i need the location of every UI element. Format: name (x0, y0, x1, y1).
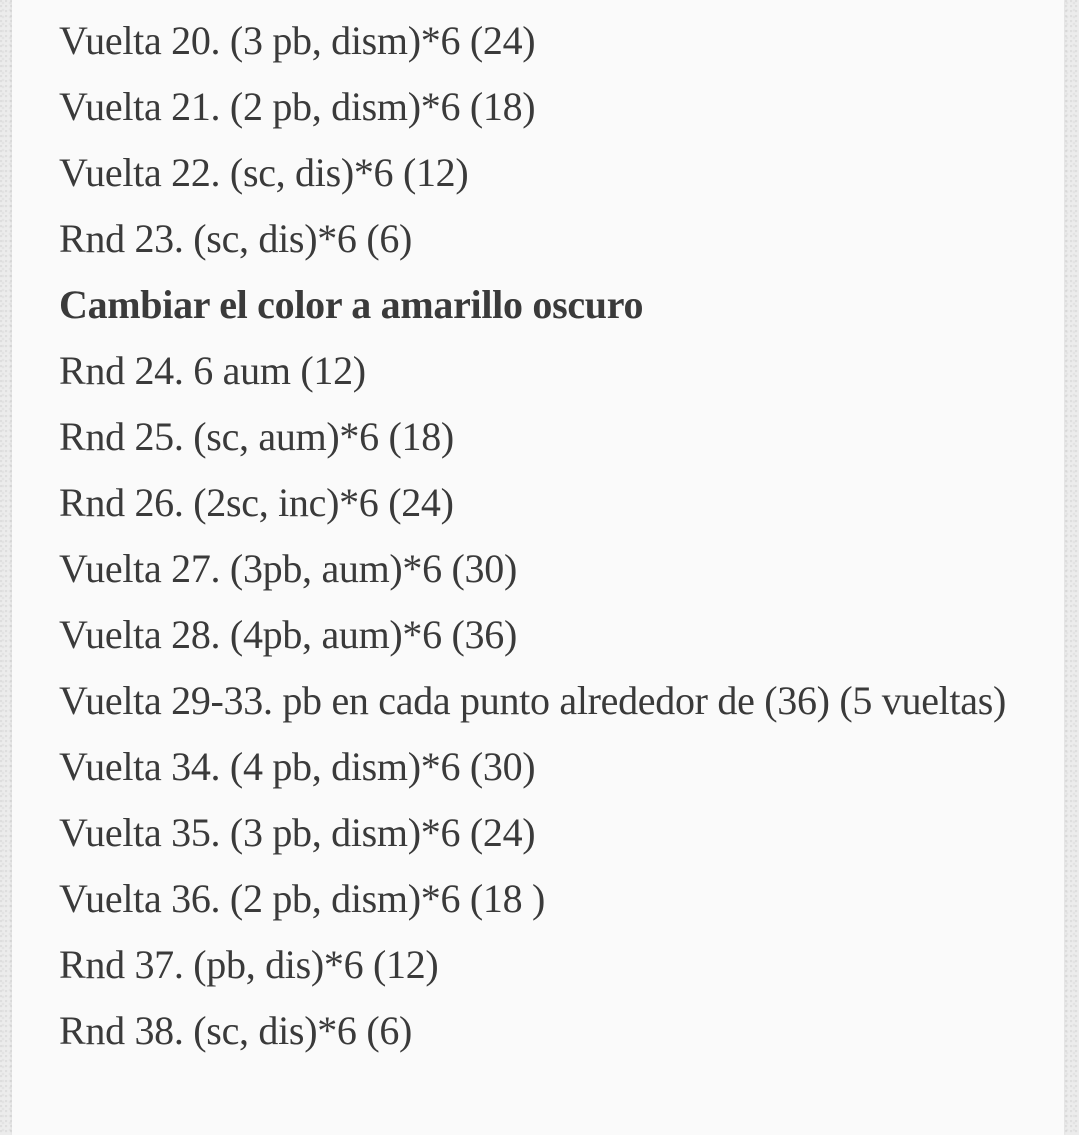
pattern-line: Rnd 38. (sc, dis)*6 (6) (59, 1008, 413, 1053)
pattern-line: Vuelta 36. (2 pb, dism)*6 (18 ) (59, 876, 545, 921)
pattern-line: Rnd 26. (2sc, inc)*6 (24) (59, 480, 454, 525)
pattern-line: Rnd 24. 6 aum (12) (59, 348, 366, 393)
pattern-line: Vuelta 35. (3 pb, dism)*6 (24) (59, 810, 536, 855)
pattern-text (59, 8, 1049, 1064)
color-change-heading: Cambiar el color a amarillo oscuro (59, 282, 644, 327)
pattern-line: Vuelta 29-33. pb en cada punto alrededor de (36) (5 vueltas) (59, 678, 1007, 723)
pattern-line: Rnd 25. (sc, aum)*6 (18) (59, 414, 454, 459)
pattern-line: Vuelta 34. (4 pb, dism)*6 (30) (59, 744, 536, 789)
pattern-line: Vuelta 21. (2 pb, dism)*6 (18) (59, 84, 536, 129)
pattern-line: Rnd 37. (pb, dis)*6 (12) (59, 942, 439, 987)
pattern-line: Vuelta 22. (sc, dis)*6 (12) (59, 150, 469, 195)
pattern-line: Rnd 23. (sc, dis)*6 (6) (59, 216, 413, 261)
pattern-line: Vuelta 27. (3pb, aum)*6 (30) (59, 546, 517, 591)
pattern-line: Vuelta 28. (4pb, aum)*6 (36) (59, 612, 517, 657)
page-sheet (12, 0, 1064, 1135)
pattern-line: Vuelta 20. (3 pb, dism)*6 (24) (59, 18, 536, 63)
